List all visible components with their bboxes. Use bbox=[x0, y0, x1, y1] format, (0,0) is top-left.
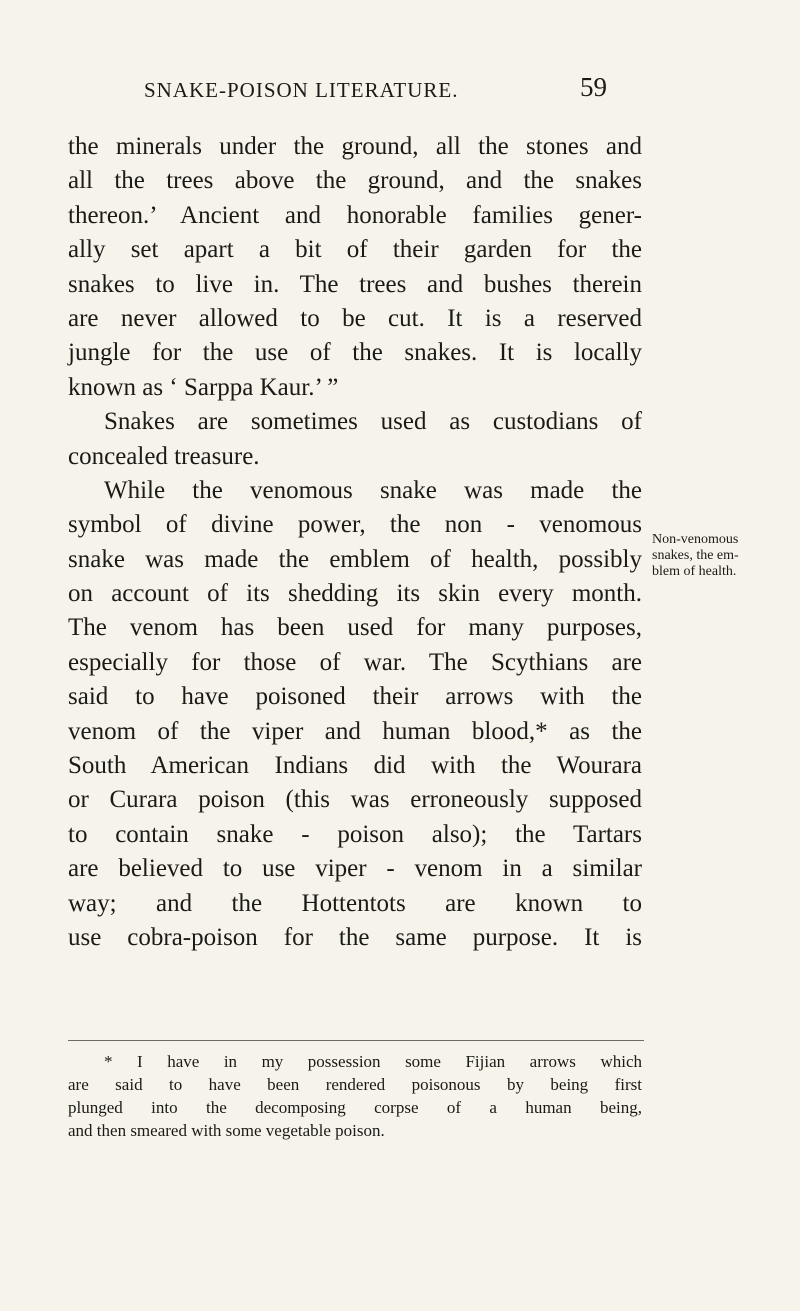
margin-note-line: snakes, the em- bbox=[652, 548, 739, 563]
body-line: South American Indians did with the Wourara bbox=[68, 752, 642, 780]
body-line: concealed treasure. bbox=[68, 442, 260, 470]
body-line: jungle for the use of the snakes. It is locally bbox=[68, 339, 642, 367]
footnote-line: plunged into the decomposing corpse of a human being, bbox=[68, 1098, 642, 1117]
footnote-line: are said to have been rendered poisonous by being first bbox=[68, 1075, 642, 1094]
body-text bbox=[68, 130, 642, 955]
body-line: venom of the viper and human blood,* as the bbox=[68, 717, 642, 745]
body-line: symbol of divine power, the non - venomous bbox=[68, 511, 642, 539]
body-line: way; and the Hottentots are known to bbox=[68, 889, 642, 917]
body-line: Snakes are sometimes used as custodians of bbox=[104, 408, 642, 436]
footnote-line: * I have in my possession some Fijian arrows which bbox=[104, 1052, 642, 1071]
margin-note bbox=[652, 532, 797, 580]
margin-note-line: Non-venomous bbox=[652, 532, 739, 547]
body-line: snakes to live in. The trees and bushes therein bbox=[68, 270, 642, 298]
body-line: or Curara poison (this was erroneously supposed bbox=[68, 786, 642, 814]
body-line: said to have poisoned their arrows with the bbox=[68, 683, 642, 711]
body-line: especially for those of war. The Scythians are bbox=[68, 648, 642, 676]
body-line: While the venomous snake was made the bbox=[104, 476, 642, 504]
footnote-divider bbox=[68, 1040, 644, 1041]
running-head: SNAKE-POISON LITERATURE. bbox=[144, 78, 459, 102]
footnote bbox=[68, 1050, 642, 1142]
page-header bbox=[0, 72, 800, 112]
body-line: all the trees above the ground, and the snakes bbox=[68, 167, 642, 195]
body-line: are never allowed to be cut. It is a reserved bbox=[68, 304, 642, 332]
body-line: are believed to use viper - venom in a similar bbox=[68, 855, 642, 883]
footnote-line: and then smeared with some vegetable poison. bbox=[68, 1121, 385, 1140]
margin-note-line: blem of health. bbox=[652, 564, 737, 579]
body-line: on account of its shedding its skin every month. bbox=[68, 580, 642, 608]
body-line: use cobra-poison for the same purpose. It is bbox=[68, 923, 642, 951]
body-line: the minerals under the ground, all the stones and bbox=[68, 133, 642, 160]
body-line: thereon.’ Ancient and honorable families gener- bbox=[68, 201, 642, 229]
body-line: ally set apart a bit of their garden for the bbox=[68, 236, 642, 264]
body-line: The venom has been used for many purposes, bbox=[68, 614, 642, 642]
body-line: snake was made the emblem of health, possibly bbox=[68, 545, 642, 573]
body-line: to contain snake - poison also); the Tartars bbox=[68, 820, 642, 848]
body-line: known as ‘ Sarppa Kaur.’ ” bbox=[68, 373, 339, 401]
page-number: 59 bbox=[580, 72, 607, 102]
